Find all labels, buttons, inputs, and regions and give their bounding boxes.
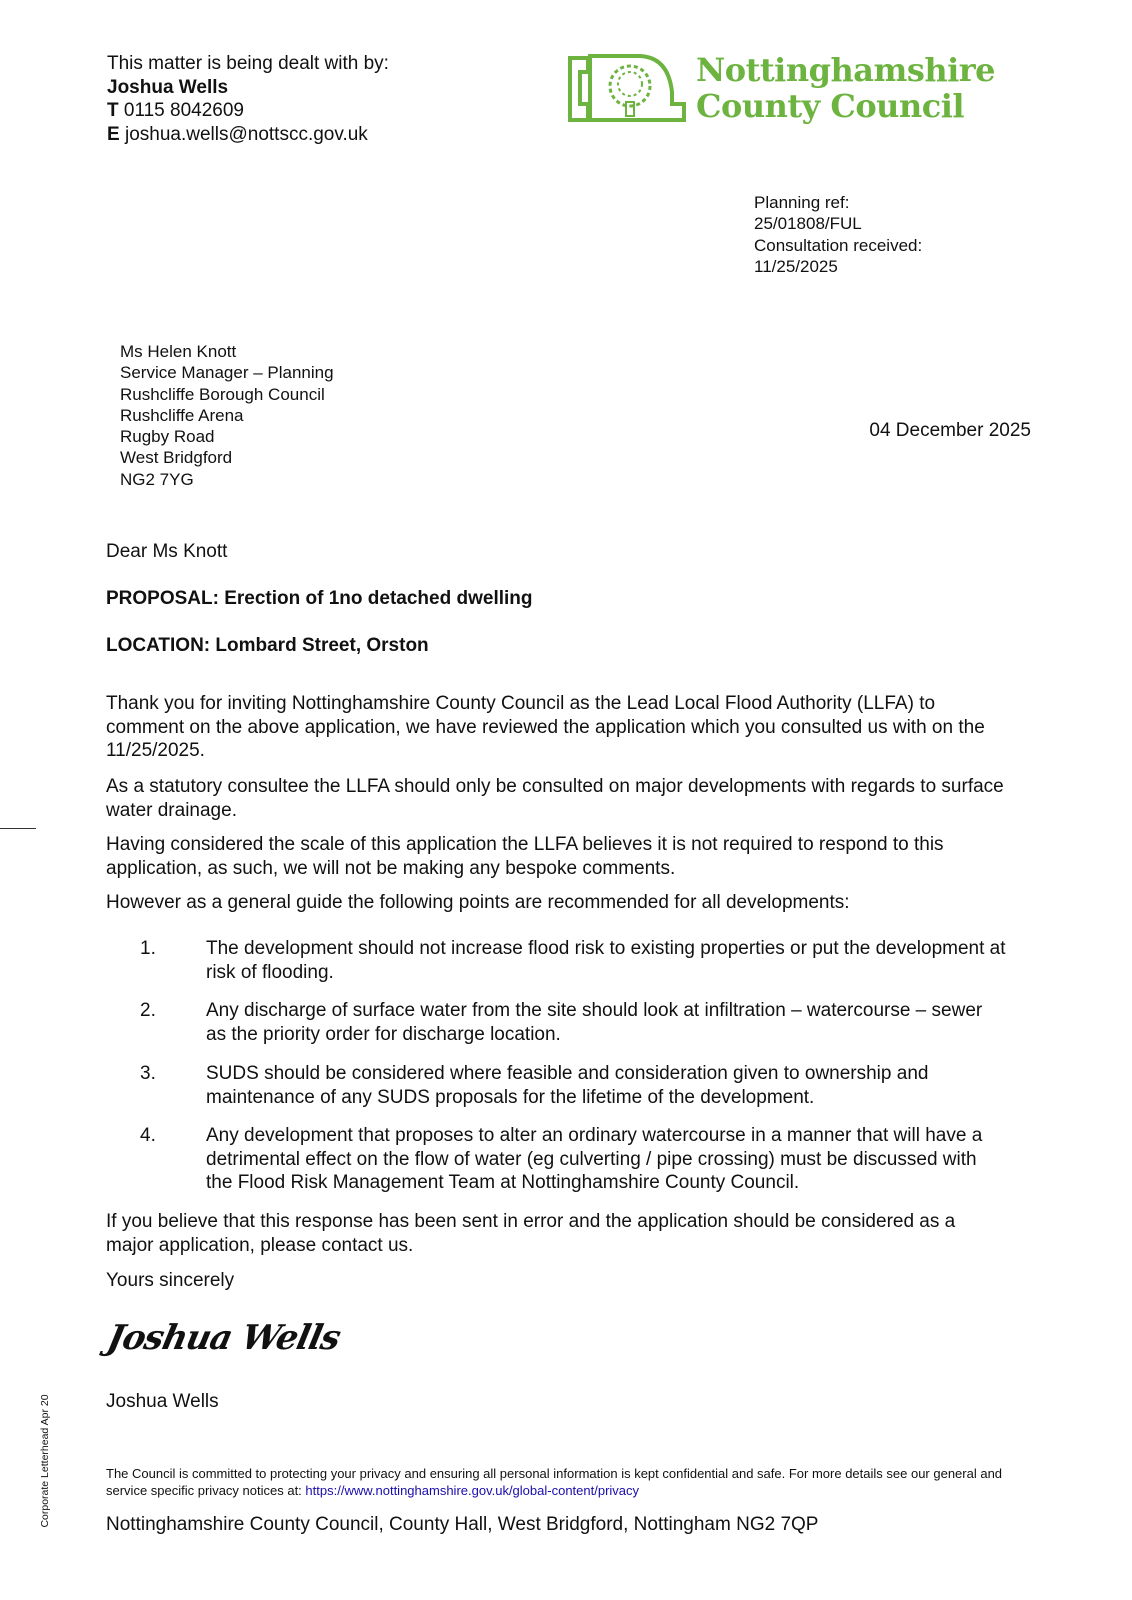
list-text: SUDS should be considered where feasible and consideration given to ownership and maintenance of any SUDS proposals for the lifetime of the development. [206,1063,929,1108]
letterhead-version-label: Corporate Letterhead Apr 20 [39,1394,51,1528]
consultation-date: 11/25/2025 [754,256,838,276]
body-paragraph: However as a general guide the following points are recommended for all developments: [106,892,850,913]
list-text: Any discharge of surface water from the site should look at infiltration – watercourse – sewer as the priority order for discharge location. [206,1000,983,1045]
privacy-link[interactable]: https://www.nottinghamshire.gov.uk/global-content/privacy [305,1483,640,1498]
privacy-text: The Council is committed to protecting your privacy and ensuring all personal information is kept confidential and safe. For more details see our general and service specific privacy notices at: [106,1466,1003,1498]
address-line: Service Manager – Planning [120,363,334,383]
address-line: NG2 7YG [120,469,194,489]
location-heading: LOCATION: Lombard Street, Orston [106,635,429,656]
list-number: 1. [140,938,156,959]
phone-number: 0115 8042609 [123,100,244,121]
council-logo [568,52,1004,126]
council-address: Nottinghamshire County Council, County Hall, West Bridgford, Nottingham NG2 7QP [106,1514,819,1535]
list-text: The development should not increase flood risk to existing properties or put the development at risk of flooding. [206,938,1006,983]
address-line: West Bridgford [120,448,233,468]
email-link[interactable]: joshua.wells@nottscc.gov.uk [124,123,368,145]
body-paragraph: As a statutory consultee the LLFA should only be consulted on major developments with regards to surface water drainage. [106,776,1004,821]
phone-prefix: T [107,100,119,121]
body-paragraph: Having considered the scale of this application the LLFA believes it is not required to respond to this application, as such, we will not be making any bespoke comments. [106,834,944,879]
list-number: 2. [140,1000,156,1021]
reference-block [754,192,922,277]
fold-mark [0,828,36,829]
logo-line-1: Nottinghamshire [696,51,995,89]
proposal-heading: PROPOSAL: Erection of 1no detached dwelling [106,588,533,609]
list-text: Any development that proposes to alter an ordinary watercourse in a manner that will have a detrimental effect on the flow of water (eg culverting / pipe crossing) must be discussed with the Flood Risk Management Team at Nottinghamshire County Council. [206,1125,983,1193]
sign-off: Yours sincerely [106,1270,235,1291]
handwritten-signature: Joshua Wells [103,1318,344,1358]
oak-tree-emblem-icon [568,52,688,126]
logo-line-2: County Council [696,87,964,125]
email-prefix: E [107,123,120,145]
privacy-notice [106,1465,1006,1499]
contact-block [107,52,389,146]
signatory-name: Joshua Wells [106,1391,219,1412]
address-line: Rugby Road [120,427,215,447]
address-line: Ms Helen Knott [120,342,237,361]
address-line: Rushcliffe Arena [120,405,244,425]
salutation: Dear Ms Knott [106,541,228,562]
planning-ref: 25/01808/FUL [754,214,862,234]
dealt-with-label: This matter is being dealt with by: [107,53,389,74]
body-paragraph: Thank you for inviting Nottinghamshire County Council as the Lead Local Flood Authority (LLFA) to comment on the above application, we have reviewed the application which you consulted us with on the 11/25/2025. [106,693,985,761]
list-number: 3. [140,1063,156,1084]
closing-paragraph: If you believe that this response has been sent in error and the application should be considered as a major application, please contact us. [106,1211,956,1256]
officer-name: Joshua Wells [107,76,229,98]
recipient-address [120,341,334,490]
list-number: 4. [140,1125,156,1146]
consultation-label: Consultation received: [754,235,923,255]
planning-ref-label: Planning ref: [754,193,850,212]
letter-date: 04 December 2025 [869,420,1031,441]
address-line: Rushcliffe Borough Council [120,384,325,404]
